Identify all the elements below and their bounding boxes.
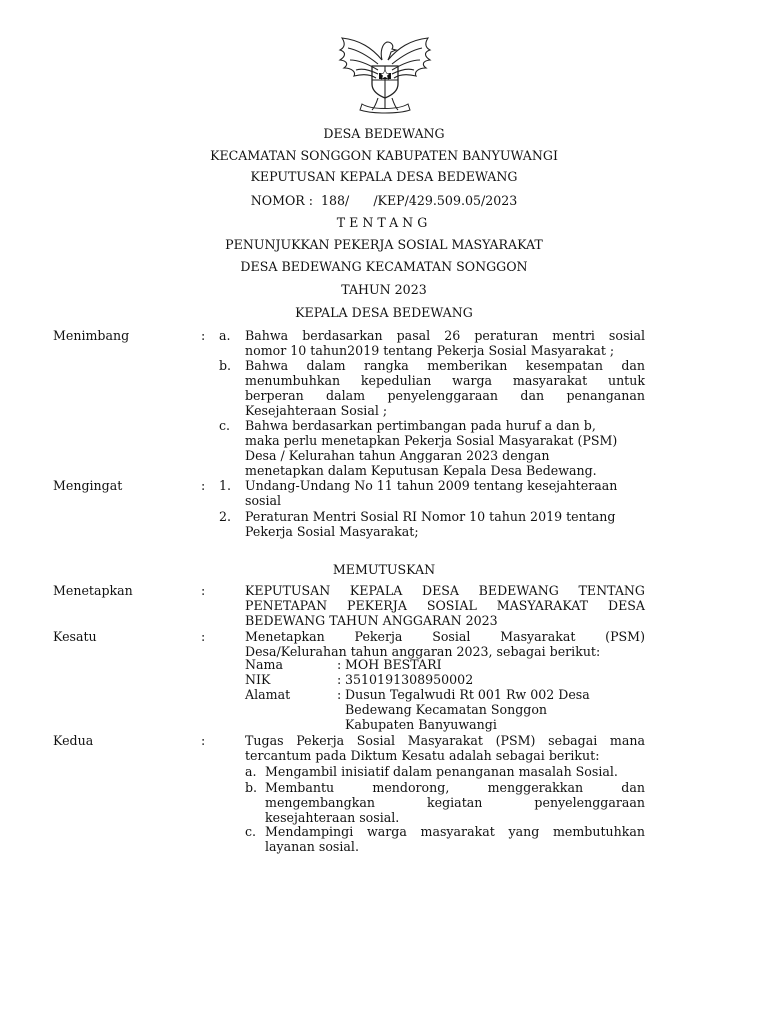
section-colon: : (201, 733, 206, 748)
item-marker: 2. (219, 509, 232, 524)
field-value-nik: 3510191308950002 (345, 672, 474, 687)
item-marker: c. (245, 824, 257, 839)
item-marker: a. (245, 764, 257, 779)
field-colon: : (337, 687, 342, 702)
item-marker: a. (219, 328, 231, 343)
official-title: KEPALA DESA BEDEWANG (295, 305, 473, 320)
decision-text: KEPUTUSAN KEPALA DESA BEDEWANG TENTANG PENETAPAN PEKERJA SOSIAL MASYARAKAT DESA BEDEWANG TAHUN ANGGARAN 2023 (245, 583, 645, 628)
kedua-text: Tugas Pekerja Sosial Masyarakat (PSM) sebagai mana tercantum pada Diktum Kesatu adalah sebagai berikut: (245, 733, 645, 763)
list-item: Bahwa berdasarkan pertimbangan pada huruf a dan b, maka perlu menetapkan Pekerja Sosial Masyarakat (PSM) Desa / Kelurahan tahun Anggaran 2023 dengan menetapkan dalam Keputusan Kepala Desa Bedewang. (245, 418, 618, 478)
decree-number: NOMOR : 188/ /KEP/429.509.05/2023 (250, 193, 518, 208)
field-value-nama: MOH BESTARI (345, 657, 442, 672)
field-colon: : (337, 657, 342, 672)
section-colon: : (201, 328, 206, 343)
list-item: Undang-Undang No 11 tahun 2009 tentang kesejahteraan sosial (245, 478, 618, 508)
field-label-alamat: Alamat (245, 687, 291, 702)
list-item: Mendampingi warga masyarakat yang membutuhkan layanan sosial. (265, 824, 645, 854)
field-label-nik: NIK (245, 672, 271, 687)
decree-title: KEPUTUSAN KEPALA DESA BEDEWANG (250, 169, 518, 184)
section-label: Kedua (53, 733, 94, 748)
village-title: DESA BEDEWANG (323, 126, 445, 141)
kesatu-text: Menetapkan Pekerja Sosial Masyarakat (PSM) Desa/Kelurahan tahun anggaran 2023, sebagai berikut: (245, 629, 645, 659)
field-value-alamat-2: Bedewang Kecamatan Songgon (345, 702, 548, 717)
section-label: Kesatu (53, 629, 97, 644)
field-value-alamat-3: Kabupaten Banyuwangi (345, 717, 497, 732)
item-marker: b. (219, 358, 232, 373)
garuda-emblem-icon (332, 30, 438, 114)
field-label-nama: Nama (245, 657, 283, 672)
item-marker: b. (245, 780, 258, 795)
subject-line-1: PENUNJUKKAN PEKERJA SOSIAL MASYARAKAT (225, 237, 543, 252)
section-label: Mengingat (53, 478, 123, 493)
section-label: Menetapkan (53, 583, 133, 598)
item-marker: 1. (219, 478, 232, 493)
list-item: Bahwa berdasarkan pasal 26 peraturan mentri sosial nomor 10 tahun2019 tentang Pekerja Sosial Masyarakat ; (245, 328, 645, 358)
section-colon: : (201, 583, 206, 598)
list-item: Membantu mendorong, menggerakkan dan mengembangkan kegiatan penyelenggaraan kesejahteraan sosial. (265, 780, 645, 825)
field-value-alamat-1: Dusun Tegalwudi Rt 001 Rw 002 Desa (345, 687, 590, 702)
item-marker: c. (219, 418, 231, 433)
district-title: KECAMATAN SONGGON KABUPATEN BANYUWANGI (210, 148, 558, 163)
about-heading: TENTANG (336, 215, 432, 230)
field-colon: : (337, 672, 342, 687)
decision-heading: MEMUTUSKAN (332, 562, 436, 577)
list-item: Mengambil inisiatif dalam penanganan masalah Sosial. (265, 764, 618, 779)
section-colon: : (201, 629, 206, 644)
year-title: TAHUN 2023 (341, 282, 427, 297)
section-label: Menimbang (53, 328, 130, 343)
subject-line-2: DESA BEDEWANG KECAMATAN SONGGON (240, 259, 528, 274)
list-item: Peraturan Mentri Sosial RI Nomor 10 tahun 2019 tentang Pekerja Sosial Masyarakat; (245, 509, 616, 539)
section-colon: : (201, 478, 206, 493)
list-item: Bahwa dalam rangka memberikan kesempatan dan menumbuhkan kepedulian warga masyarakat untuk berperan dalam penyelenggaraan dan penanganan Kesejahteraan Sosial ; (245, 358, 645, 418)
